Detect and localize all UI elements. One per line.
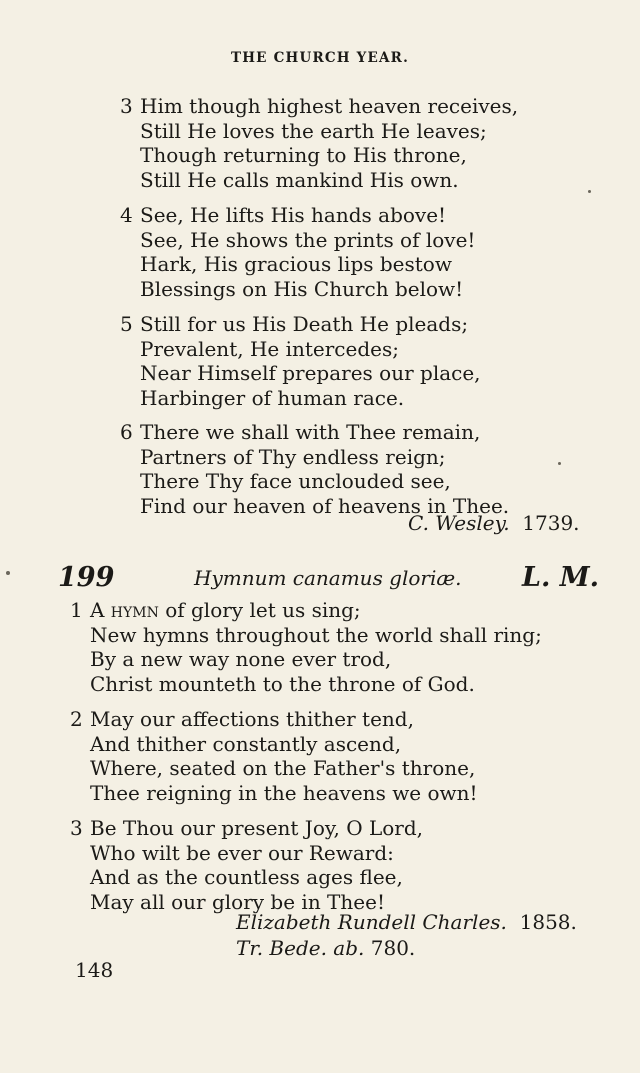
author-year: 1739. xyxy=(522,511,580,535)
verse-line: Still He calls mankind His own. xyxy=(140,167,459,192)
verse-line: There Thy face unclouded see, xyxy=(140,469,451,493)
verse-line: There we shall with Thee remain, xyxy=(140,420,481,444)
verse-line: May all our glory be in Thee! xyxy=(90,889,385,914)
author-credit xyxy=(236,910,577,934)
stanza-number: 3 xyxy=(120,94,133,118)
author-name: C. Wesley. xyxy=(408,511,510,535)
hymn-199-stanza-1 xyxy=(70,598,542,696)
print-speck xyxy=(558,462,561,465)
verse-line: By a new way none ever trod, xyxy=(90,647,392,671)
running-header: THE CHURCH YEAR. xyxy=(230,50,409,66)
author-credit xyxy=(408,511,580,535)
verse-line: Him though highest heaven receives, xyxy=(140,94,519,118)
verse-line: Where, seated on the Father's throne, xyxy=(90,756,476,780)
verse-line: Blessings on His Church below! xyxy=(140,276,464,301)
print-speck xyxy=(6,571,10,575)
verse-line: Prevalent, He intercedes; xyxy=(140,336,399,361)
verse-line: Find our heaven of heavens in Thee. xyxy=(140,493,510,518)
hymn-199-stanza-3 xyxy=(70,816,423,914)
stanza-number: 5 xyxy=(120,312,133,336)
verse-line: See, He lifts His hands above! xyxy=(140,203,447,227)
translator-year: 780. xyxy=(370,936,416,960)
stanza-5 xyxy=(120,312,481,410)
author-year: 1858. xyxy=(519,910,577,934)
hymn-number: 199 xyxy=(58,562,115,593)
verse-line: Still He loves the earth He leaves; xyxy=(140,118,487,143)
verse-line: Still for us His Death He pleads; xyxy=(140,312,469,336)
verse-line: And thither constantly ascend, xyxy=(90,731,402,756)
stanza-4 xyxy=(120,203,475,301)
page-number: 148 xyxy=(75,958,114,982)
stanza-3 xyxy=(120,94,518,192)
verse-line: Thee reigning in the heavens we own! xyxy=(90,780,478,805)
verse-line: Christ mounteth to the throne of God. xyxy=(90,671,475,696)
print-speck xyxy=(588,190,591,193)
stanza-number: 4 xyxy=(120,203,133,227)
verse-line: And as the countless ages flee, xyxy=(90,865,403,889)
verse-line: Partners of Thy endless reign; xyxy=(140,444,446,469)
verse-line: Near Himself prepares our place, xyxy=(140,361,481,385)
hymn-title: Hymnum canamus gloriæ. xyxy=(194,566,462,590)
hymn-heading xyxy=(0,562,640,596)
translator-name: Tr. Bede. ab. xyxy=(236,936,365,960)
stanza-number: 6 xyxy=(120,420,133,444)
author-name: Elizabeth Rundell Charles. xyxy=(236,910,507,934)
translator-credit xyxy=(236,936,415,960)
stanza-number: 3 xyxy=(70,816,83,840)
stanza-number: 2 xyxy=(70,707,83,731)
verse-line: Hark, His gracious lips bestow xyxy=(140,252,452,276)
stanza-6 xyxy=(120,420,509,518)
verse-line: of glory let us sing; xyxy=(158,598,361,622)
verse-line: Who wilt be ever our Reward: xyxy=(90,840,394,865)
first-words: A hymn xyxy=(90,598,159,622)
hymn-199-stanza-2 xyxy=(70,707,478,805)
verse-line: Harbinger of human race. xyxy=(140,385,405,410)
hymn-meter: L. M. xyxy=(522,562,600,593)
stanza-number: 1 xyxy=(70,598,83,622)
verse-line: May our affections thither tend, xyxy=(90,707,414,731)
verse-line: Though returning to His throne, xyxy=(140,143,467,167)
verse-line: New hymns throughout the world shall ring; xyxy=(90,622,542,647)
verse-line: Be Thou our present Joy, O Lord, xyxy=(90,816,424,840)
verse-line: See, He shows the prints of love! xyxy=(140,227,476,252)
